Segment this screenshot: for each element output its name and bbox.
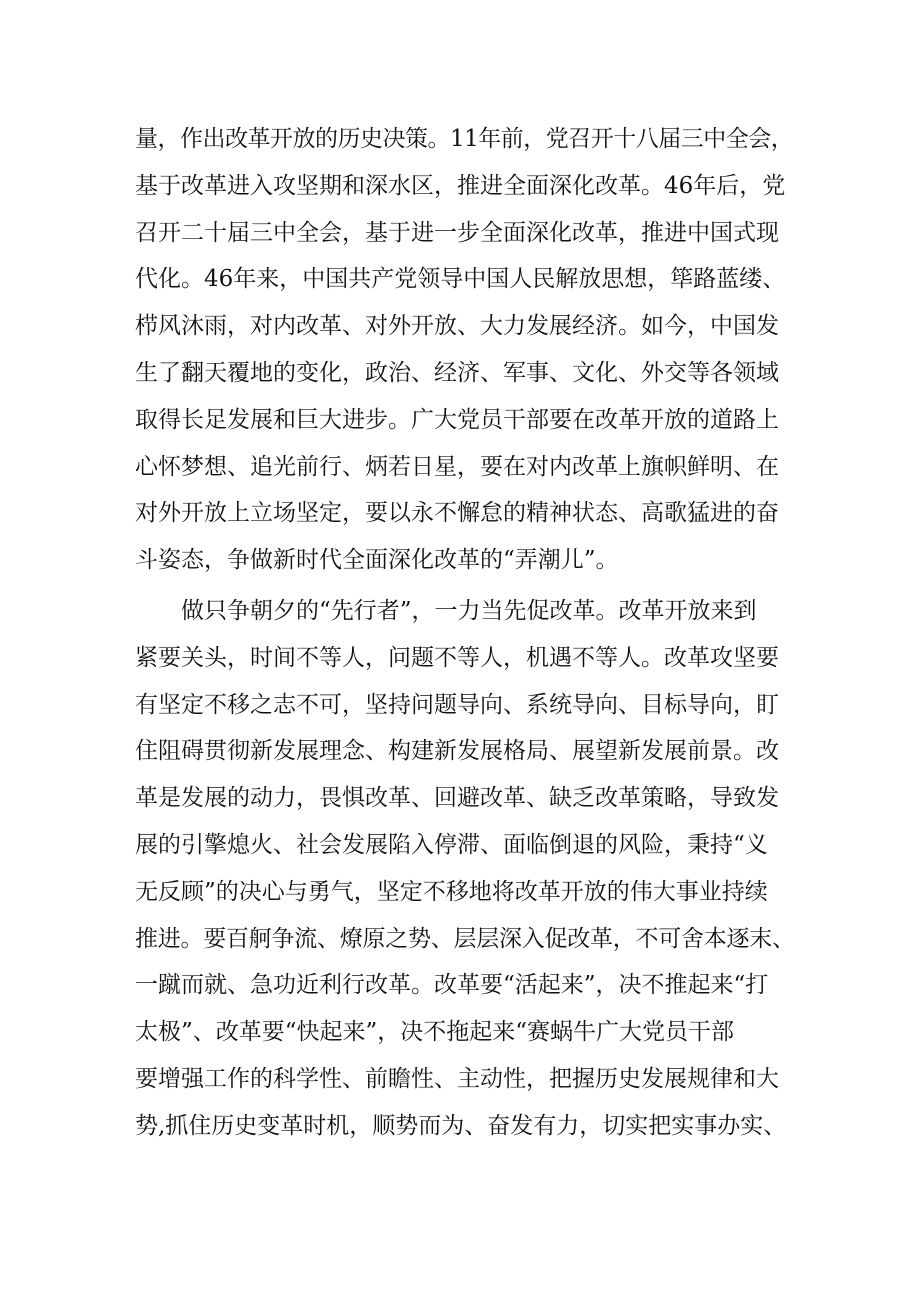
text-line: 基于改革进入攻坚期和深水区，推进全面深化改革。46年后，党 xyxy=(135,172,786,199)
text-line: 心怀梦想、追光前行、炳若日星，要在对内改革上旗帜鲜明、在 xyxy=(135,453,779,480)
paragraph-1 xyxy=(135,116,795,584)
text-line: 斗姿态，争做新时代全面深化改革的“弄潮儿”。 xyxy=(135,547,619,574)
text-line: 展的引擎熄火、社会发展陷入停滞、面临倒退的风险，秉持“义 xyxy=(135,831,768,858)
text-line: 对外开放上立场坚定，要以永不懈怠的精神状态、高歌猛进的奋 xyxy=(135,500,779,527)
text-line: 取得长足发展和巨大进步。广大党员干部要在改革开放的道路上 xyxy=(135,406,779,433)
text-line: 要增强工作的科学性、前瞻性、主动性，把握历史发展规律和大 xyxy=(135,1065,779,1092)
text-line: 住阻碍贯彻新发展理念、构建新发展格局、展望新发展前景。改 xyxy=(135,738,779,765)
text-line: 做只争朝夕的“先行者”，一力当先促改革。改革开放来到 xyxy=(135,597,757,624)
text-line: 无反顾”的决心与勇气，坚定不移地将改革开放的伟大事业持续 xyxy=(135,878,768,905)
text-line: 紧要关头，时间不等人，问题不等人，机遇不等人。改革攻坚要 xyxy=(135,644,779,671)
text-line: 势,抓住历史变革时机，顺势而为、奋发有力，切实把实事办实、 xyxy=(135,1112,787,1139)
text-line: 栉风沐雨，对内改革、对外开放、大力发展经济。如今，中国发 xyxy=(135,313,779,340)
text-line: 召开二十届三中全会，基于进一步全面深化改革，推进中国式现 xyxy=(135,219,779,246)
text-line: 一蹴而就、急功近利行改革。改革要“活起来”，决不推起来“打 xyxy=(135,972,769,999)
text-line: 太极”、改革要“快起来”，决不拖起来“赛蜗牛广大党员干部 xyxy=(135,1019,735,1046)
text-line: 有坚定不移之志不可，坚持问题导向、系统导向、目标导向，盯 xyxy=(135,691,779,718)
text-line: 革是发展的动力，畏惧改革、回避改革、缺乏改革策略，导致发 xyxy=(135,785,779,812)
text-line: 代化。46年来，中国共产党领导中国人民解放思想，筚路蓝缕、 xyxy=(135,266,786,293)
paragraph-2 xyxy=(135,588,795,1150)
body-text xyxy=(135,116,795,1150)
text-line: 量，作出改革开放的历史决策。11年前，党召开十八届三中全会， xyxy=(135,126,794,152)
text-line: 推进。要百舸争流、燎原之势、层层深入促改革，不可舍本逐末、 xyxy=(135,925,795,952)
text-line: 生了翻天覆地的变化，政治、经济、军事、文化、外交等各领域 xyxy=(135,359,779,386)
